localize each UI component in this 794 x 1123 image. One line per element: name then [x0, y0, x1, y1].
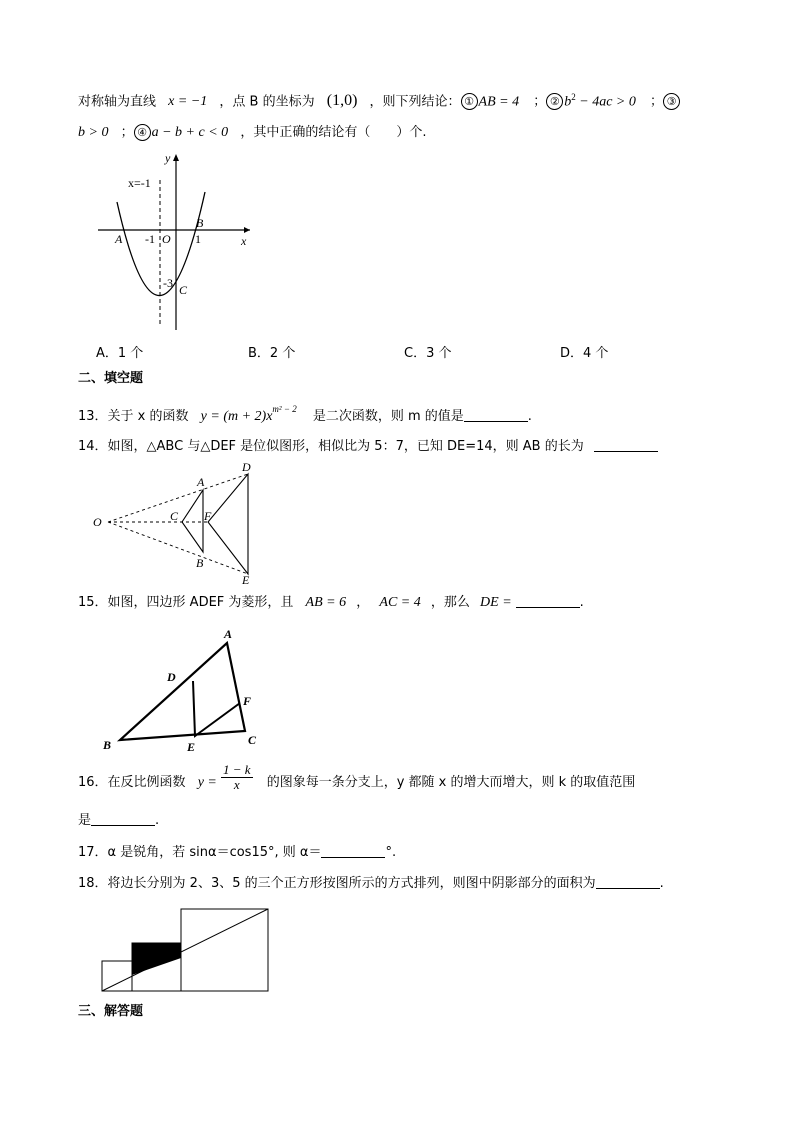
q15-rhombus-figure: [100, 625, 275, 755]
graph-point-a: A: [115, 232, 123, 246]
q16: [78, 762, 636, 792]
q12-sep-1: ；: [533, 94, 547, 110]
q13: [78, 400, 532, 426]
q13-function: y = (m + 2)x: [200, 409, 273, 424]
graph-origin: O: [162, 232, 171, 246]
q14-point-f: F: [204, 509, 212, 523]
section-answer-questions: 三、解答题: [78, 1004, 144, 1019]
q12-parabola-graph: [95, 150, 255, 335]
q15-de: DE =: [480, 595, 512, 610]
q12-statement-2-b: b: [564, 94, 572, 110]
q15-ac: AC = 4: [379, 595, 421, 610]
q12-line1: 对称轴为直线 x = −1 ，点 B 的坐标为 (1,0) ，则下列结论： ① AB = 4 ； ② $b^2 - 4ac > 0$ ； ③: [78, 88, 681, 111]
q14-point-c: C: [170, 509, 179, 523]
q15-point-a: A: [224, 627, 233, 641]
q14-point-d: D: [242, 460, 251, 474]
q16-text-2: 的图象每一条分支上，y 都随 x 的增大而增大，则 k 的取值范围: [266, 775, 636, 790]
circled-2: ②: [546, 93, 563, 110]
circled-3: ③: [663, 93, 680, 110]
q14-point-e: E: [242, 573, 250, 587]
q15-comma: ，: [356, 595, 370, 610]
option-a: A．1 个: [96, 346, 144, 361]
option-c: C．3 个: [404, 346, 452, 361]
q15-text-2: ，那么: [430, 595, 470, 610]
q16-y-equals: y =: [197, 775, 217, 790]
q12-axis-equation: x = −1: [168, 94, 208, 110]
q17-text: 17．α 是锐角，若 sinα＝cos15°, 则 α＝: [78, 845, 322, 860]
q12-text-3: ，则下列结论：: [369, 94, 461, 110]
q14-answer-blank[interactable]: [594, 437, 658, 452]
q14-point-b: B: [196, 556, 204, 570]
q12-statement-2: − 4ac > 0: [575, 94, 636, 110]
q12-question-tail: ，其中正确的结论有（ ）个.: [240, 125, 427, 140]
q16-answer-blank[interactable]: [91, 811, 155, 826]
q16-fraction: [221, 763, 253, 792]
q16-end: .: [155, 813, 160, 828]
q14-text: 14．如图，△ABC 与△DEF 是位似图形，相似比为 5：7，已知 DE=14，则 AB 的长为: [78, 439, 584, 454]
option-b: B．2 个: [248, 346, 296, 361]
q12-statement-4: a − b + c < 0: [151, 125, 229, 140]
q12-b-coordinate: (1,0): [326, 92, 358, 110]
q13-text-2: 是二次函数，则 m 的值是: [312, 409, 464, 424]
q12-sep-2: ；: [650, 94, 664, 110]
q15-point-b: B: [103, 738, 112, 752]
q14: [78, 437, 658, 456]
q17: [78, 843, 396, 862]
q17-answer-blank[interactable]: [321, 843, 385, 858]
q18-text: 18．将边长分别为 2、3、5 的三个正方形按图所示的方式排列，则图中阴影部分的面积为: [78, 876, 596, 891]
option-d: D．4 个: [560, 346, 609, 361]
q13-exponent: m² − 2: [272, 404, 297, 414]
q15-point-d: D: [167, 670, 176, 684]
q15-point-f: F: [243, 694, 252, 708]
q12-sep-3: ；: [120, 125, 134, 140]
section-fill-in-blank: 二、填空题: [78, 371, 144, 386]
q15-text: 15．如图，四边形 ADEF 为菱形，且: [78, 595, 294, 610]
graph-y-label: y: [165, 151, 171, 165]
q16-line2: [78, 811, 159, 830]
q18-squares-figure: [101, 907, 271, 993]
graph-x-label: x: [241, 234, 247, 248]
graph-axis-label: x=-1: [128, 176, 151, 190]
graph-point-b: B: [196, 216, 204, 230]
q12-statement-1: AB = 4: [478, 94, 520, 110]
graph-tick-minus1: -1: [145, 232, 155, 246]
q12-line2: [78, 124, 426, 142]
q15-answer-blank[interactable]: [516, 593, 580, 608]
q15-point-c: C: [248, 733, 257, 747]
graph-tick-minus3: -3: [163, 276, 173, 290]
q12-statement-3: b > 0: [78, 125, 109, 140]
q14-homothety-figure: [90, 460, 260, 585]
q18-answer-blank[interactable]: [596, 874, 660, 889]
q15-point-e: E: [187, 740, 196, 754]
q12-text-2: ，点 B 的坐标为: [219, 94, 315, 110]
circled-1: ①: [461, 93, 478, 110]
q15: [78, 593, 584, 612]
q16-text-3: 是: [78, 813, 92, 828]
q15-ab: AB = 6: [305, 595, 347, 610]
graph-point-c: C: [179, 283, 188, 297]
graph-tick-1: 1: [195, 232, 201, 246]
q13-end: .: [527, 409, 532, 424]
circled-4: ④: [134, 124, 151, 141]
q17-end: °.: [385, 845, 397, 860]
q13-answer-blank[interactable]: [464, 407, 528, 422]
q15-end: .: [579, 595, 584, 610]
q18-end: .: [659, 876, 664, 891]
q16-numerator: 1 − k: [223, 762, 251, 777]
q18: [78, 874, 664, 893]
q14-point-a: A: [197, 475, 205, 489]
q14-point-o: O: [93, 515, 102, 529]
q16-text: 16．在反比例函数: [78, 775, 186, 790]
q16-denominator: x: [233, 777, 240, 792]
q12-text-1: 对称轴为直线: [78, 94, 157, 110]
q13-text: 13．关于 x 的函数: [78, 409, 189, 424]
